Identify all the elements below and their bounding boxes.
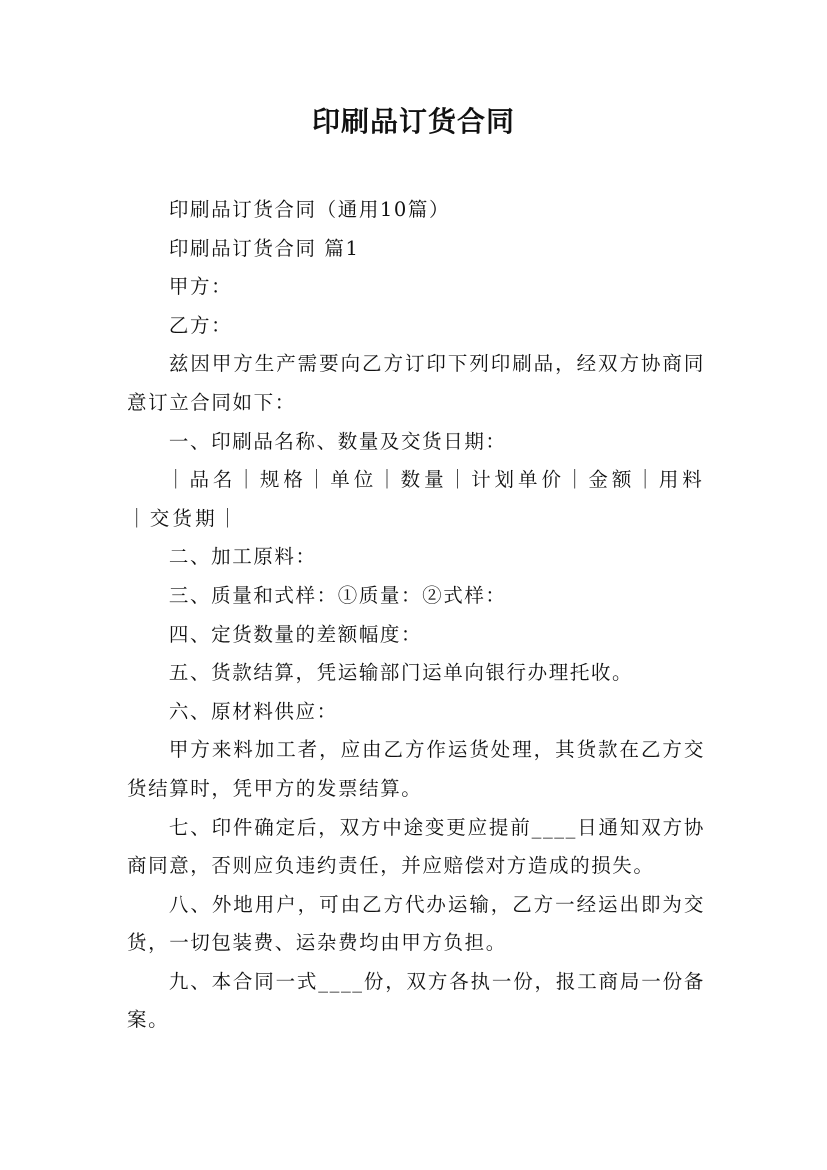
clause-6: 六、原材料供应：	[168, 699, 338, 723]
party-b-line: 乙方：	[168, 313, 233, 337]
clause-7: 七、印件确定后，双方中途变更应提前____日通知双方协商同意，否则应负违约责任，并应赔偿对方造成的损失。	[127, 815, 705, 878]
clause-9: 九、本合同一式____份，双方各执一份，报工商局一份备案。	[127, 969, 705, 1032]
clause-8: 八、外地用户，可由乙方代办运输，乙方一经运出即为交货，一切包装费、运杂费均由甲方负担。	[127, 892, 705, 955]
clause-6-detail: 甲方来料加工者，应由乙方作运货处理，其货款在乙方交货结算时，凭甲方的发票结算。	[127, 738, 705, 800]
party-a-line: 甲方：	[168, 275, 233, 299]
item-table-header-line: ｜品名｜规格｜单位｜数量｜计划单价｜金额｜用料｜交货期｜	[127, 468, 705, 530]
subtitle-paragraph: 印刷品订货合同（通用10篇）	[168, 198, 451, 221]
document-title: 印刷品订货合同	[311, 105, 515, 138]
clause-3: 三、质量和式样：①质量：②式样：	[168, 583, 507, 607]
section-heading: 印刷品订货合同 篇1	[168, 236, 360, 260]
clause-4: 四、定货数量的差额幅度：	[168, 622, 423, 646]
clause-1: 一、印刷品名称、数量及交货日期：	[168, 429, 507, 453]
clause-5: 五、货款结算，凭运输部门运单向银行办理托收。	[168, 661, 634, 685]
document-body	[127, 191, 705, 1040]
preamble-paragraph: 兹因甲方生产需要向乙方订印下列印刷品，经双方协商同意订立合同如下：	[127, 352, 705, 414]
clause-2: 二、加工原料：	[168, 545, 317, 569]
